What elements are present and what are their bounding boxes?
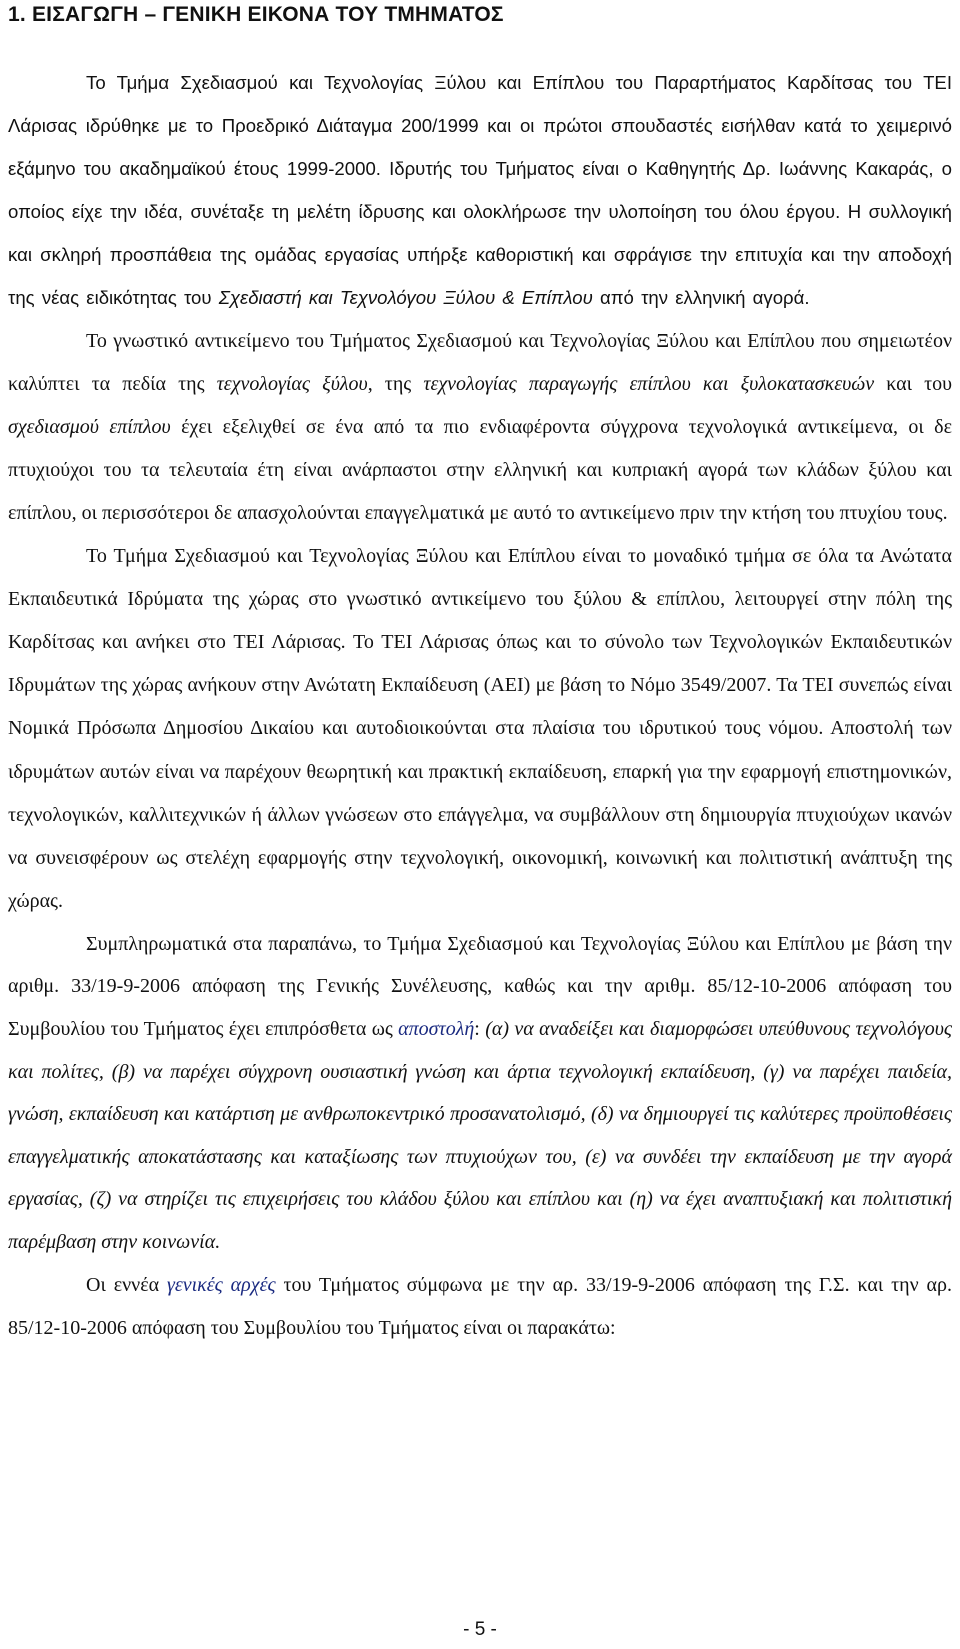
document-page (8, 0, 952, 1649)
paragraph-principles-text-1: Οι εννέα (86, 1273, 167, 1296)
paragraph-foundation-text: Το Τμήμα Σχεδιασμού και Τεχνολογίας Ξύλου και Επίπλου του Παραρτήματος Καρδίτσας του ΤΕΙ Λάρισας ιδρύθηκε με το Προεδρικό Διάταγμα 200/1999 και οι πρώτοι σπουδαστές εισήλθαν κατά το χειμερινό εξάμηνο του ακαδημαϊκού έτους 1999-2000. Ιδρυτής του Τμήματος είναι ο Καθηγητής Δρ. Ιωάννης Κακαράς, ο οποίος είχε την ιδέα, συνέταξε τη μελέτη ίδρυσης και ολοκλήρωσε την υλοποίηση του όλου έργου. Η συλλογική και σκληρή προσπάθεια της ομάδας εργασίας υπήρξε καθοριστική και σφράγισε την επιτυχία και την αποδοχή της νέας ειδικότητας του (8, 72, 952, 309)
body-text (8, 61, 952, 1350)
paragraph-subject-text-1: Το γνωστικό αντικείμενο του Τμήματος Σχεδιασμού και Τεχνολογίας Ξύλου και Επίπλου που σημειωτέον καλύπτει τα πεδία της (8, 329, 952, 395)
mission-list: (α) να αναδείξει και διαμορφώσει υπεύθυνους τεχνολόγους και πολίτες, (β) να παρέχει σύγχρονη ουσιαστική γνώση και άρτια τεχνολογική εκπαίδευση, (γ) να παρέχει παιδεία, γνώση, εκπαίδευση και κατάρτιση με ανθρωποκεντρικό προσανατολισμό, (δ) να δημιουργεί τις καλύτερες προϋποθέσεις επαγγελματικής αποκατάστασης και καταξίωσης των πτυχιούχων του, (ε) να συνδέει την εκπαίδευση με την αγορά εργασίας, (ζ) να στηρίζει τις επιχειρήσεις του κλάδου ξύλου και επίπλου και (η) να έχει αναπτυξιακή και πολιτιστική παρέμβαση στην κοινωνία. (8, 1018, 952, 1254)
field-furniture-production: τεχνολογίας παραγωγής επίπλου και ξυλοκατασκευών (423, 372, 875, 395)
field-wood-technology: τεχνολογίας ξύλου (216, 372, 368, 395)
paragraph-foundation-end: από την ελληνική αγορά. (592, 287, 810, 309)
paragraph-principles-text-2: του Τμήματος σύμφωνα με την αρ. 33/19-9-2006 απόφαση της Γ.Σ. και την αρ. 85/12-10-2006 απόφαση του Συμβουλίου του Τμήματος είναι οι παρακάτω: (8, 1273, 953, 1339)
paragraph-subject-text-4: έχει εξελιχθεί σε ένα από τα πιο ενδιαφέροντα σύγχρονα τεχνολογικά αντικείμενα, οι δε πτυχιούχοι του τα τελευταία έτη είναι ανάρπαστοι στην ελληνική και κυπριακή αγορά των κλάδων ξύλου και επίπλου, οι περισσότεροι δε απασχολούνται επαγγελματικά με αυτό το αντικείμενο πριν την κτήση του πτυχίου τους. (8, 415, 952, 524)
paragraph-mission-colon: : (474, 1018, 486, 1041)
paragraph-foundation (8, 61, 952, 320)
paragraph-status: Το Τμήμα Σχεδιασμού και Τεχνολογίας Ξύλου και Επίπλου είναι το μοναδικό τμήμα σε όλα τα Ανώτατα Εκπαιδευτικά Ιδρύματα της χώρας στο γνωστικό αντικείμενο του ξύλου & επίπλου, λειτουργεί στην πόλη της Καρδίτσας και ανήκει στο ΤΕΙ Λάρισας. Το ΤΕΙ Λάρισας όπως και το σύνολο των Τεχνολογικών Εκπαιδευτικών Ιδρυμάτων της χώρας ανήκουν στην Ανώτατη Εκπαίδευση (ΑΕΙ) με βάση το Νόμο 3549/2007. Τα ΤΕΙ συνεπώς είναι Νομικά Πρόσωπα Δημοσίου Δικαίου και αυτοδιοικούνται στα πλαίσια του ιδρυτικού τους νόμου. Αποστολή των ιδρυμάτων αυτών είναι να παρέχουν θεωρητική και πρακτική εκπαίδευση, επαρκή για την εφαρμογή επιστημονικών, τεχνολογικών, καλλιτεχνικών ή άλλων γνώσεων στο επάγγελμα, να συμβάλλουν στη δημιουργία πτυχιούχων ικανών να συνεισφέρουν ως στελέχη εφαρμογής στην τεχνολογική, οικονομική, κοινωνική και πολιτιστική ανάπτυξη της χώρας. (8, 545, 952, 912)
paragraph-principles (8, 1264, 952, 1350)
section-heading: 1. ΕΙΣΑΓΩΓΗ – ΓΕΝΙΚΗ ΕΙΚΟΝΑ ΤΟΥ ΤΜΗΜΑΤΟΣ (8, 3, 504, 26)
principles-keyword: γενικές αρχές (166, 1273, 276, 1296)
mission-keyword: αποστολή (398, 1018, 475, 1041)
paragraph-subject-text-2: , της (367, 372, 424, 395)
page-number: - 5 - (463, 1619, 497, 1640)
paragraph-subject (8, 320, 952, 535)
paragraph-mission (8, 923, 952, 1264)
paragraph-subject-text-3: και του (874, 372, 953, 395)
field-furniture-design: σχεδιασμού επίπλου (8, 415, 171, 438)
paragraph-mission-text: Συμπληρωματικά στα παραπάνω, το Τμήμα Σχεδιασμού και Τεχνολογίας Ξύλου και Επίπλου με βάση την αριθμ. 33/19-9-2006 απόφαση της Γενικής Συνέλευσης, καθώς και την αριθμ. 85/12-10-2006 απόφαση του Συμβουλίου του Τμήματος έχει επιπρόσθετα ως (8, 932, 952, 1041)
specialty-name: Σχεδιαστή και Τεχνολόγου Ξύλου & Επίπλου (218, 287, 593, 309)
